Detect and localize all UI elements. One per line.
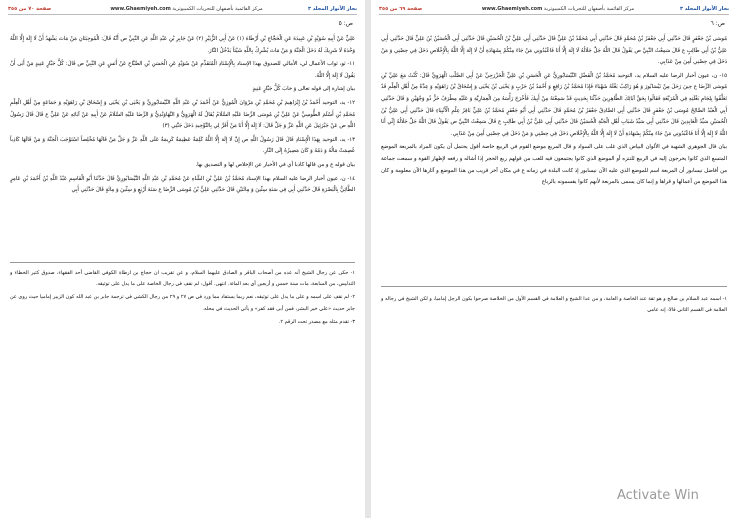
footnote-divider [10,262,355,263]
page-counter: صفحة ٧٠ من ٣٥٥ [8,6,52,12]
paragraph: بيان إشارة إلى قوله تعالى وَ خابَ كُلُّ جَبَّارٍ عَنِيدٍ [252,86,355,93]
page-number: ص: ٦ [710,20,725,27]
site-url-link[interactable]: www.Ghaemiyeh.com [481,6,543,12]
paragraph: مُوسَى بْنُ جَعْفَرٍ قَالَ حَدَّثَنِي أَبِي جَعْفَرُ بْنُ مُحَمَّدٍ قَالَ حَدَّثَنِي أَبِي مُحَمَّدُ بْنُ عَلِيٍّ قَالَ حَدَّثَنِي أَبِي عَلِيُّ بْنُ الْحُسَيْنِ قَالَ حَدَّثَنِي أَبِي الْحُسَيْنُ بْنُ عَلِيٍّ قَالَ حَدَّثَنِي أَبِي عَلِيُّ بْنُ أَبِي طَالِبٍ ع قَالَ سَمِعْتُ النَّبِيَّ ص يَقُولُ قَالَ اللَّهُ جَلَّ جَلَالُهُ لَا إِلَهَ إِلَّا أَنَا فَاعْبُدُونِي مَنْ جَاءَ مِنْكُمْ بِشَهَادَةِ أَنْ لَا إِلَهَ إِلَّا اللَّهُ بِالْإِخْلَاصِ دَخَلَ فِي حِصْنِي وَ مَنْ دَخَلَ فِي حِصْنِي أَمِنَ مِنْ عَذَابِي. [381,36,728,66]
page-header [379,4,729,15]
header-center [379,4,729,14]
paragraph: بيان قوله ع و من قالها كاذبا أي في الأخبار عن الإخلاص لها و التصديق بها. [195,161,355,168]
footnotes [381,294,727,318]
site-url-link[interactable]: www.Ghaemiyeh.com [110,6,171,12]
header-center [8,4,357,14]
book-title[interactable]: بحار الأنوار المجلد ٣ [307,6,357,12]
footnote: ٢- لم نقف على اسمه و على ما يدل على توثيقه، نعم ربما يستفاد مما ورد في ص ٢٧ و ٢٩ من رجال الكشي في ترجمة جابر بن عبد الله كون الزبير إماميا حيث روى عن جابر حديث «علي خير البشر، فمن أبى فقد كفر» و يأتي الحديث في محله. [10,294,356,312]
right-page [371,0,737,518]
paragraph: ١٢- يد، التوحيد أَحْمَدُ بْنُ إِبْرَاهِيمَ بْنِ مُحَمَّدِ بْنِ مَرْوَانَ الْمُوزِيُّ عَنْ أَحْمَدَ بْنِ عَبْدِ اللَّهِ النَّيْسَابُورِيِّ وَ يَحْيَى بْنِ يَحْيَى وَ إِسْحَاقَ بْنِ رَاهَوَيْهِ وَ جَمَاعَةٍ مِنْ أَهْلِ الْعِلْمِ مُحَمَّدِ بْنِ أَسْلَمَ الطُّوسِيِّ عَنْ عَلِيِّ بْنِ مُوسَى الرِّضَا عَلَيْهِ السَّلَامُ يُقَالُ لَهُ الْهَرَوِيُّ وَ النَّهَاوَنْدِيُّ وَ الرِّضَا عَلَيْهِ السَّلَامُ عَنْ أَبِيهِ عَنْ آبَائِهِ عَنْ عَلِيٍّ ع قَالَ قَالَ رَسُولُ اللَّهِ ص عَنْ جَبْرَئِيلَ عَنِ اللَّهِ عَزَّ وَ جَلَّ قَالَ: لَا إِلَهَ إِلَّا أَنَا مَنْ أَقَرَّ لِي بِالتَّوْحِيدِ دَخَلَ جَنَّتِي (٣) [10,99,355,130]
paragraph: ١٣- يد، التوحيد بِهَذَا الْإِسْنَادِ قَالَ قَالَ رَسُولُ اللَّهِ ص إِنَّ لَا إِلَهَ إِلَّا اللَّهُ كَلِمَةٌ عَظِيمَةٌ كَرِيمَةٌ عَلَى اللَّهِ عَزَّ وَ جَلَّ مَنْ قَالَهَا مُخْلِصاً اسْتَوْجَبَ الْجَنَّةَ وَ مَنْ قَالَهَا كَاذِباً عُصِمَتْ مَالُهُ وَ دَمُهُ وَ كَانَ مَصِيرُهُ إِلَى النَّارِ. [10,136,355,155]
footnote-divider [381,286,727,287]
center-name: مركز القائمية بأصفهان للتحريات الكمبيوترية [172,6,263,12]
paragraph: بيان قال الجوهري الشهبة في الألوان البياض الذي غلب على السواد و قال المربع موضع القوم في الربيع خاصة أقول يحتمل أن يكون المراد بالمربعة الموضع المتسع الذي كانوا يخرجون إليه في الربيع للتنزه أو الموضع الذي كانوا يجتمعون فيه للعب من قولهم ربع الحجر إذا أشاله و رفعه لإظهار القوة و سمعت جماعة من أفاضل نيسابور أن المربعة اسم للموضع الذي عليه الآن نيسابور إذ كانت البلدة في زمانه ع في مكان آخر قريب من هذا الموضع و آثارها الآن معلومة و كان هذا الموضع من أعمالها و قراها و إنما كان يسمى بالمربعة لأنهم كانوا يقسمونه بالرباع [381,144,727,186]
page-header [8,4,357,15]
footnote: ٣- تقدم مثله مع مصدر تحت الرقم ٢. [278,318,355,325]
page-counter: صفحة ٦٩ من ٣٥٥ [379,6,423,12]
book-title[interactable]: بحار الأنوار المجلد ٣ [679,6,729,12]
main-text [10,34,355,197]
paragraph: عَلِيٍّ عَنْ أَبِيهِ سُوَيْدٍ بْنِ عَبِيدَةَ عَنِ الْحَجَّاجِ بْنِ أَرْطَاةَ (١) عَنْ أَبِي الزُّبَيْرِ (٢) عَنْ جَابِرِ بْنِ عَبْدِ اللَّهِ عَنِ النَّبِيِّ ص أَنَّهُ قَالَ: الْمُوجِبَتَانِ مَنْ مَاتَ يَشْهَدُ أَنْ لَا إِلَهَ إِلَّا اللَّهُ وَحْدَهُ لَا شَرِيكَ لَهُ دَخَلَ الْجَنَّةَ وَ مَنْ مَاتَ يُشْرِكُ بِاللَّهِ شَيْئاً يَدْخُلُ النَّارَ. [10,36,355,54]
main-text [381,34,727,189]
left-page [0,0,365,518]
paragraph: ١٥- ن، عيون أخبار الرضا عليه السلام يد، التوحيد مُحَمَّدُ بْنُ الْفَضْلِ النَّيْسَابُورِيُّ عَنِ الْحَسَنِ بْنِ عَلِيٍّ الْخَزْرَجِيِّ عَنْ أَبِي الصَّلْتِ الْهَرَوِيِّ قَالَ: كُنْتُ مَعَ عَلِيِّ بْنِ مُوسَى الرِّضَا ع حِينَ رَحَلَ مِنْ نَيْسَابُورَ وَ هُوَ رَاكِبٌ بَغْلَةً شَهْبَاءَ فَإِذَا مُحَمَّدُ بْنُ رَافِعٍ وَ أَحْمَدُ بْنُ حَرْبٍ وَ يَحْيَى بْنُ يَحْيَى وَ إِسْحَاقُ بْنُ رَاهَوَيْهِ وَ عِدَّةٌ مِنْ أَهْلِ الْعِلْمِ قَدْ تَعَلَّقُوا بِلِجَامِ بَغْلَتِهِ فِي الْمُرَبَّعَةِ فَقَالُوا بِحَقِّ آبَائِكَ الطَّاهِرِينَ حَدِّثْنَا بِحَدِيثٍ قَدْ سَمِعْتَهُ مِنْ أَبِيكَ فَأَخْرَجَ رَأْسَهُ مِنَ الْعِمَارِيَّةِ وَ عَلَيْهِ مِطْرَفُ خَزٍّ ذُو وَجْهَيْنِ وَ قَالَ حَدَّثَنِي أَبِي الْعَبْدُ الصَّالِحُ مُوسَى بْنُ جَعْفَرٍ قَالَ حَدَّثَنِي أَبِي الصَّادِقُ جَعْفَرُ بْنُ مُحَمَّدٍ قَالَ حَدَّثَنِي أَبِي أَبُو جَعْفَرٍ مُحَمَّدُ بْنُ عَلِيٍّ بَاقِرُ عِلْمِ الْأَنْبِيَاءِ قَالَ حَدَّثَنِي أَبِي عَلِيُّ بْنُ الْحُسَيْنِ سَيِّدُ الْعَابِدِينَ قَالَ حَدَّثَنِي أَبِي سَيِّدُ شَبَابِ أَهْلِ الْجَنَّةِ الْحُسَيْنُ قَالَ حَدَّثَنِي أَبِي عَلِيُّ بْنُ أَبِي طَالِبٍ ع قَالَ سَمِعْتُ النَّبِيَّ ص يَقُولُ قَالَ اللَّهُ جَلَّ جَلَالُهُ إِنِّي أَنَا اللَّهُ لَا إِلَهَ إِلَّا أَنَا فَاعْبُدُونِي مَنْ جَاءَ مِنْكُمْ بِشَهَادَةِ أَنْ لَا إِلَهَ إِلَّا اللَّهُ بِالْإِخْلَاصِ دَخَلَ فِي حِصْنِي وَ مَنْ دَخَلَ فِي حِصْنِي أَمِنَ مِنْ عَذَابِي. [381,72,727,137]
footnotes [10,268,355,330]
footnote: ١- اسمه عبد السلام بن صالح و هو ثقة عند الخاصة و العامة، و من عدا الشيخ و العلامة في القسم الأول من الخلاصة صرحوا بكون الرجل إماميا، و لكن الشيخ في رجاله و العلامة في القسم الثاني قالا: إنه عامي [381,296,727,314]
center-name: مركز القائمية بأصفهان للتحريات الكمبيوترية [543,6,635,12]
activation-watermark: Activate Win [617,488,699,503]
footnote: ١- حكى عن رجال الشيخ أنه عده من أصحاب الباقر و الصادق عليهما السلام، و عن تقريب ان حجاج بن ارطاة الكوفي القاضي أحد الفقهاء، صدوق كثير الخطاء و التدليس، من السابعة، مات سنة خمس و أربعين أي بعد المائة. انتهى. أقول: لم نقف في رجال الخاصة على ما يدل على توثيقه. [10,270,355,288]
paragraph: ١٤- ن، عيون أخبار الرضا عليه السلام بهذا الإسناد مُحَمَّدُ بْنُ عَلِيِّ بْنِ الشَّاهِ عَنْ مُحَمَّدِ بْنِ عَبْدِ اللَّهِ النَّيْسَابُورِيِّ قَالَ حَدَّثَنَا أَبُو الْقَاسِمِ عَبْدُ اللَّهِ بْنُ أَحْمَدَ بْنِ عَامِرٍ الطَّائِيُّ بِالْبَصْرَةِ قَالَ حَدَّثَنِي أَبِي فِي سَنَةِ سِتِّينَ وَ مِائَتَيْنِ قَالَ حَدَّثَنِي عَلِيُّ بْنُ مُوسَى الرِّضَا ع سَنَةَ أَرْبَعٍ وَ سِتِّينَ وَ مِائَةٍ قَالَ حَدَّثَنِي أَبِي [10,175,355,194]
paragraph: ١١- ثو، ثواب الأعمال لي، الأمالي للصدوق بهذا الإسناد بِالْإِسْنَادِ الْمُتَقَدِّمِ عَنْ سُوَيْدٍ عَنِ الْحَسَنِ بْنِ الصَّبَّاحِ عَنْ أَنَسٍ عَنِ النَّبِيِّ ص قَالَ: كُلُّ جَبَّارٍ عَنِيدٍ مَنْ أَبَى أَنْ يَقُولَ لَا إِلَهَ إِلَّا اللَّهُ. [10,61,355,79]
page-number: ص: ٥ [338,20,353,27]
